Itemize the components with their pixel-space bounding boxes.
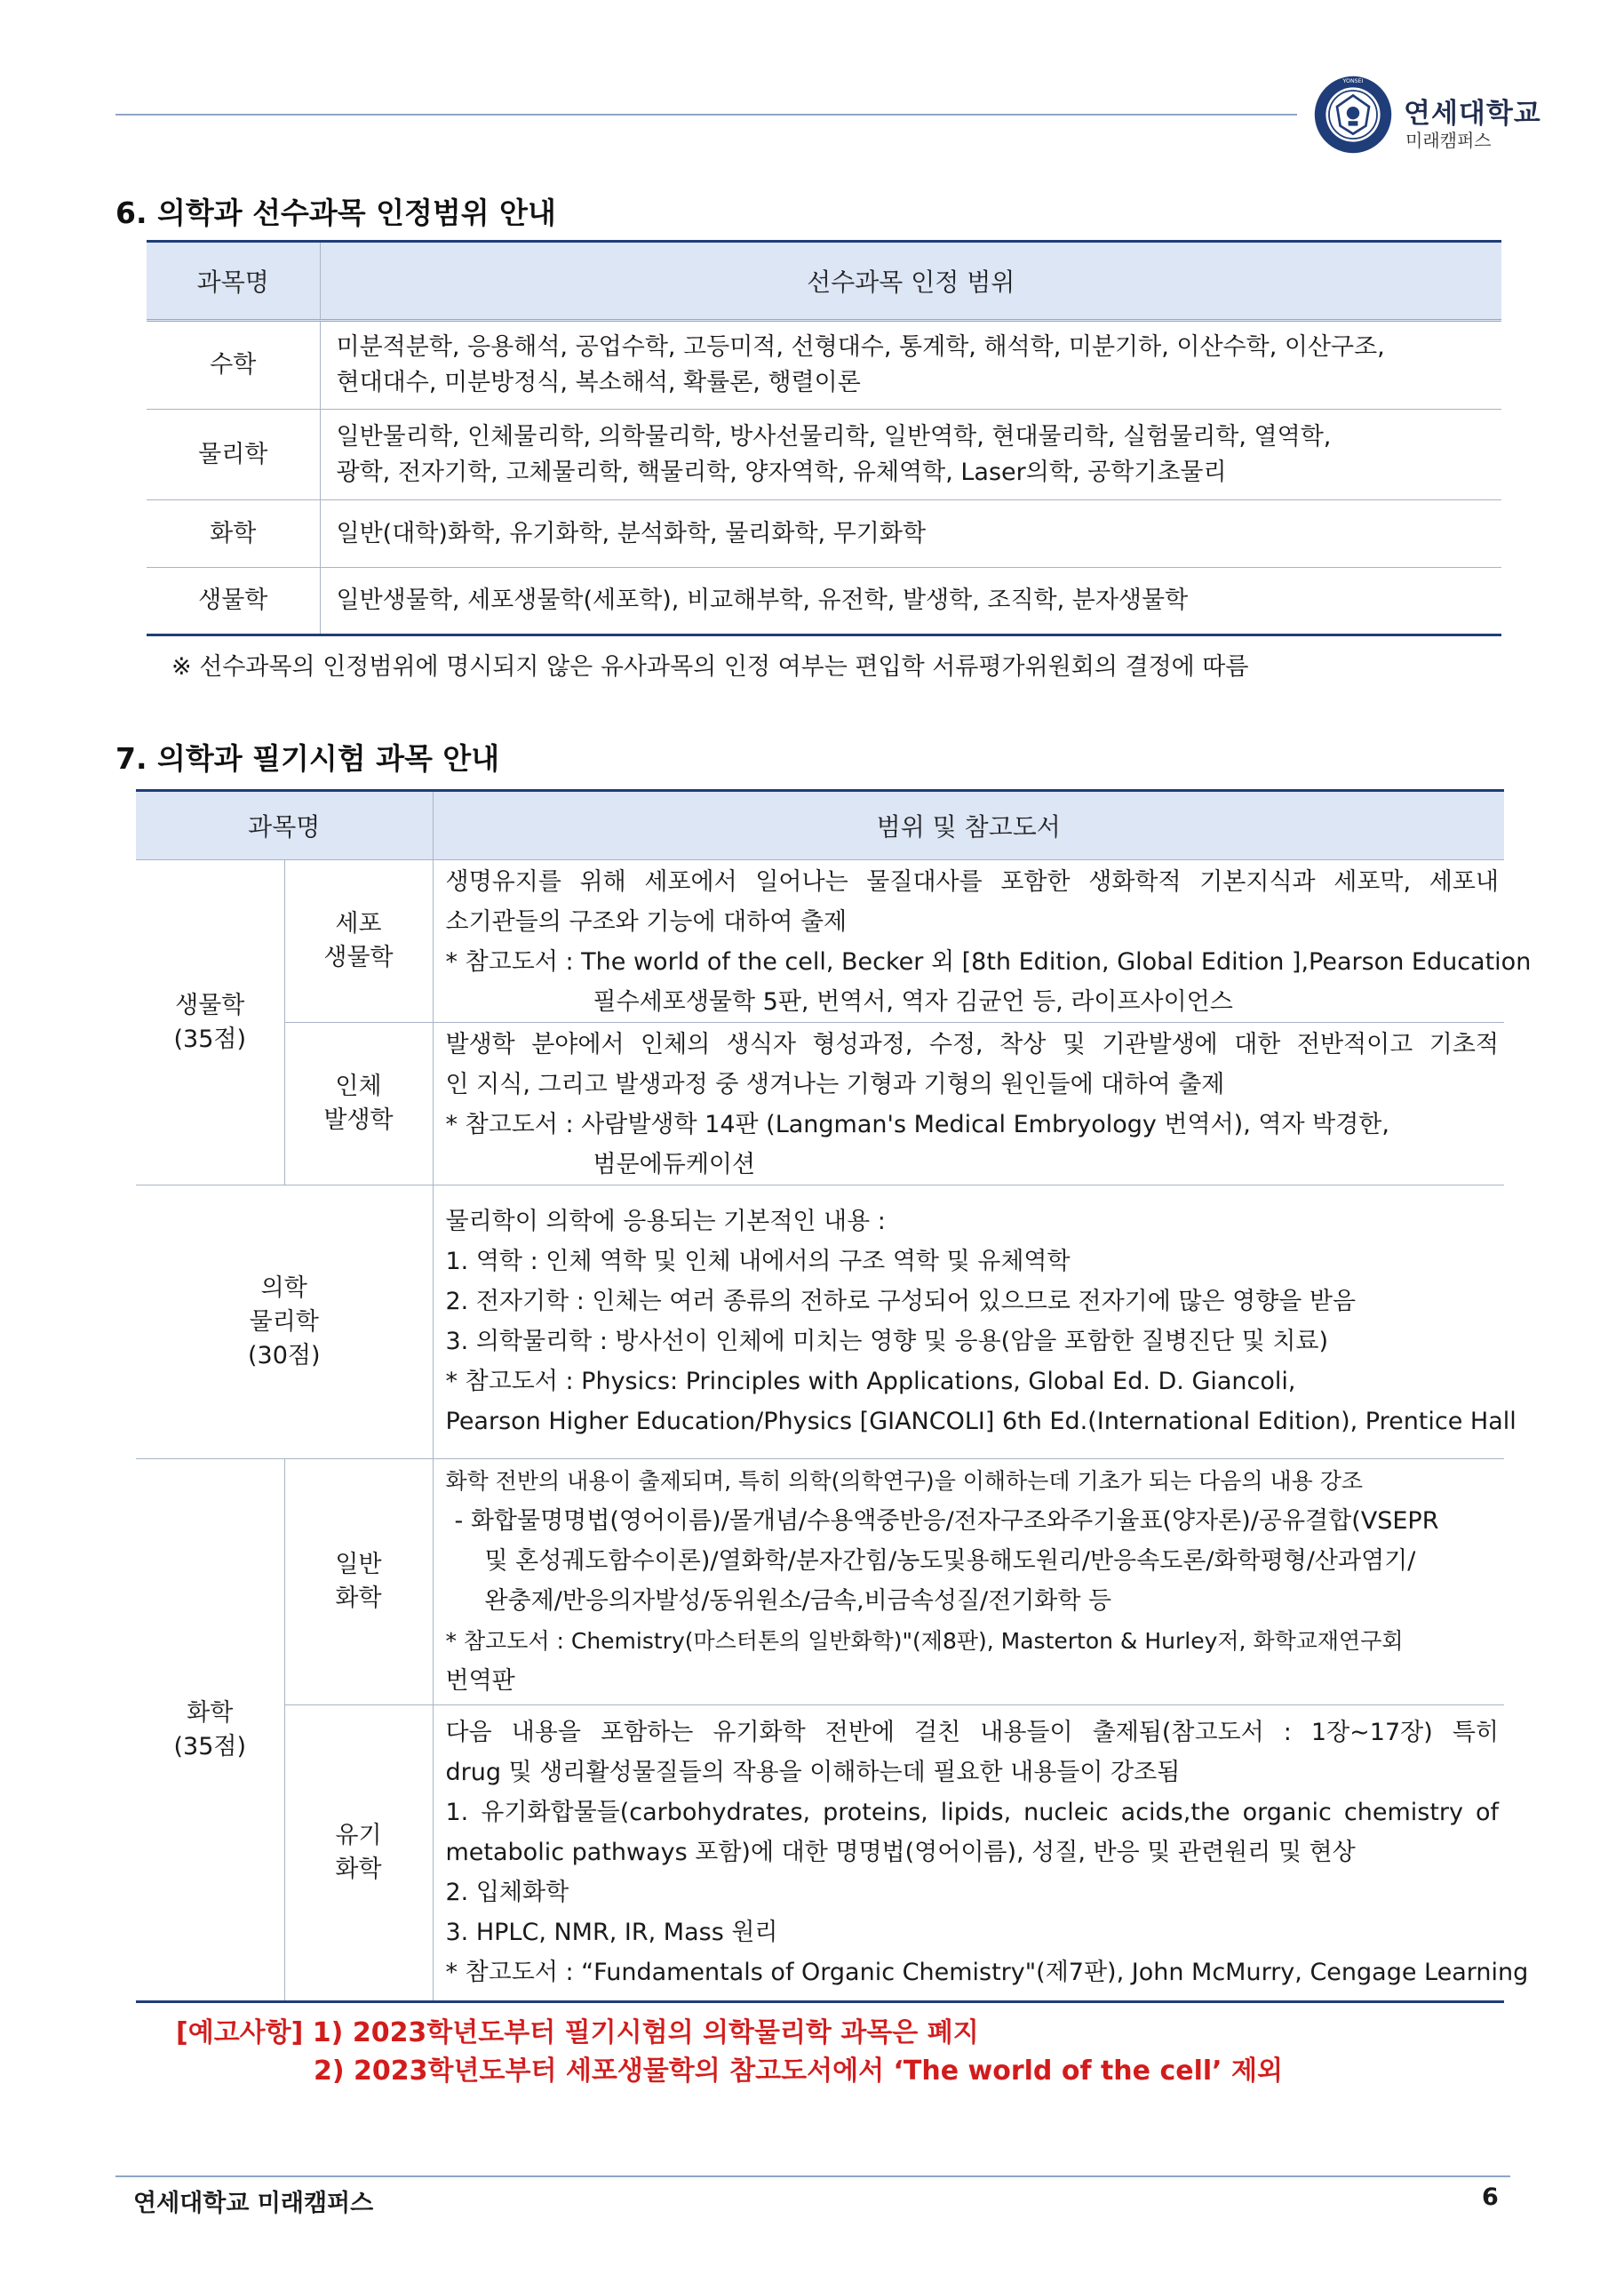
- col-header-subject: 과목명: [147, 242, 320, 321]
- scope-line: 번역판: [445, 1667, 515, 1695]
- subject-cell: 화학: [147, 500, 320, 568]
- subject-name-line: 발생학: [323, 1106, 394, 1134]
- scope-line: * 참고도서 : 사람발생학 14판 (Langman's Medical Embryology 번역서), 역자 박경한,: [445, 1111, 1389, 1138]
- col-header-range: 선수과목 인정 범위: [320, 242, 1501, 321]
- subject-name-line: 인체: [335, 1073, 382, 1100]
- scope-line: 1. 역학 : 인체 역학 및 인체 내에서의 구조 역학 및 유체역학: [445, 1248, 1071, 1275]
- svg-text:YONSEI: YONSEI: [1342, 78, 1364, 84]
- scope-line: 3. 의학물리학 : 방사선이 인체에 미치는 영향 및 응용(암을 포함한 질병진단 및 치료): [445, 1328, 1329, 1355]
- scope-line: 2. 입체화학: [445, 1879, 569, 1906]
- prerequisite-note: ※ 선수과목의 인정범위에 명시되지 않은 유사과목의 인정 여부는 편입학 서류평가위원회의 결정에 따름: [171, 653, 1249, 681]
- group-points: (35점): [173, 1025, 246, 1053]
- subject-name-line: 생물학: [323, 944, 394, 971]
- subject-cell: 생물학: [147, 568, 320, 635]
- subject-cell: 물리학: [147, 410, 320, 500]
- group-biology: [136, 860, 284, 1185]
- subject-name-line: 일반: [335, 1551, 382, 1578]
- table-row: [136, 1185, 1504, 1459]
- header-divider: [115, 114, 1297, 116]
- subject-cell-biology: [284, 860, 433, 1023]
- section-6-title: 6. 의학과 선수과목 인정범위 안내: [115, 196, 556, 230]
- scope-line: * 참고도서 : Chemistry(마스터톤의 일반화학)"(제8판), Masterton & Hurley저, 화학교재연구회: [445, 1628, 1404, 1654]
- group-name: 화학: [187, 1698, 234, 1727]
- subject-name-line: 화학: [335, 1856, 382, 1883]
- header-campus-name: 미래캠퍼스: [1405, 130, 1492, 151]
- group-name-line: 의학: [260, 1273, 307, 1302]
- col-header-scope: 범위 및 참고도서: [433, 791, 1504, 860]
- scope-line: 완충제/반응의자발성/동위원소/금속,비금속성질/전기화학 등: [484, 1587, 1112, 1615]
- subject-cell-embryology: [284, 1023, 433, 1185]
- scope-line: 2. 전자기학 : 인체는 여러 종류의 전하로 구성되어 있으므로 전자기에 많은 영향을 받음: [445, 1288, 1357, 1315]
- scope-cell: [433, 1459, 1504, 1705]
- group-name: 생물학: [175, 991, 245, 1019]
- scope-line: Pearson Higher Education/Physics [GIANCOLI] 6th Ed.(International Edition), Prentice Hall: [445, 1408, 1517, 1435]
- notice-line-1: [예고사항] 1) 2023학년도부터 필기시험의 의학물리학 과목은 폐지: [176, 2017, 979, 2048]
- footer-university: 연세대학교 미래캠퍼스: [133, 2190, 374, 2217]
- page-number: 6: [1482, 2183, 1499, 2211]
- table-row: [136, 860, 1504, 1023]
- scope-line: * 참고도서 : “Fundamentals of Organic Chemistry"(제7판), John McMurry, Cengage Learning: [445, 1959, 1529, 1986]
- range-line: 일반물리학, 인체물리학, 의학물리학, 방사선물리학, 일반역학, 현대물리학, 실험물리학, 열역학,: [336, 422, 1332, 451]
- range-line: 현대대수, 미분방정식, 복소해석, 확률론, 행렬이론: [336, 369, 861, 396]
- scope-line: metabolic pathways 포함)에 대한 명명법(영어이름), 성질, 반응 및 관련원리 및 현상: [445, 1839, 1356, 1866]
- subject-name-line: 세포: [335, 910, 382, 938]
- scope-line: 생명유지를 위해 세포에서 일어나는 물질대사를 포함한 생화학적 기본지식과 세포막, 세포내: [445, 868, 1499, 896]
- scope-cell: [433, 1023, 1504, 1185]
- scope-line: 3. HPLC, NMR, IR, Mass 원리: [445, 1919, 778, 1946]
- group-chemistry: [136, 1459, 284, 2002]
- group-name-line: 물리학: [249, 1307, 319, 1336]
- subject-cell-general-chemistry: [284, 1459, 433, 1705]
- scope-line: 필수세포생물학 5판, 번역서, 역자 김균언 등, 라이프사이언스: [593, 988, 1233, 1016]
- group-medical-physics: [136, 1185, 433, 1459]
- scope-line: 발생학 분야에서 인체의 생식자 형성과정, 수정, 착상 및 기관발생에 대한 전반적이고 기초적: [445, 1031, 1499, 1058]
- table-header-row: [136, 791, 1504, 860]
- group-points: (30점): [247, 1341, 321, 1369]
- scope-line: 물리학이 의학에 응용되는 기본적인 내용 :: [445, 1208, 886, 1235]
- subject-cell-organic-chemistry: [284, 1705, 433, 2002]
- range-cell: [320, 568, 1501, 635]
- notice-line-2: 2) 2023학년도부터 세포생물학의 참고도서에서 ‘The world of the cell’ 제외: [314, 2055, 1283, 2087]
- scope-line: * 참고도서 : Physics: Principles with Applications, Global Ed. D. Giancoli,: [445, 1368, 1296, 1395]
- section-7-title: 7. 의학과 필기시험 과목 안내: [115, 741, 500, 776]
- range-cell: [320, 410, 1501, 500]
- scope-cell: [433, 1705, 1529, 2002]
- range-cell: [320, 321, 1501, 410]
- range-line: 미분적분학, 응용해석, 공업수학, 고등미적, 선형대수, 통계학, 해석학, 미분기하, 이산수학, 이산구조,: [336, 333, 1385, 361]
- table-header-row: [147, 242, 1501, 321]
- scope-line: 소기관들의 구조와 기능에 대하여 출제: [445, 908, 848, 936]
- university-logo: [1313, 75, 1393, 155]
- scope-line: - 화합물명명법(영어이름)/몰개념/수용액중반응/전자구조와주기율표(양자론)/공유결합(VSEPR: [454, 1507, 1439, 1535]
- table-row: [147, 500, 1501, 568]
- table-row: [147, 410, 1501, 500]
- scope-line: 및 혼성궤도함수이론)/열화학/분자간힘/농도및용해도원리/반응속도론/화학평형/산과염기/: [484, 1547, 1416, 1575]
- subject-name-line: 유기: [335, 1822, 382, 1849]
- group-points: (35점): [173, 1732, 246, 1760]
- table-row: [136, 1459, 1504, 1705]
- header-university-name: 연세대학교: [1404, 98, 1541, 130]
- scope-cell: [433, 860, 1532, 1023]
- range-line: 광학, 전자기학, 고체물리학, 핵물리학, 양자역학, 유체역학, Laser의학, 공학기초물리: [336, 458, 1227, 486]
- range-line: 일반(대학)화학, 유기화학, 분석화학, 물리화학, 무기화학: [336, 519, 927, 547]
- scope-line: drug 및 생리활성물질들의 작용을 이해하는데 필요한 내용들이 강조됨: [445, 1759, 1181, 1786]
- scope-line: 범문에듀케이션: [593, 1151, 756, 1178]
- table-row: [136, 1023, 1504, 1185]
- scope-line: 인 지식, 그리고 발생과정 중 생겨나는 기형과 기형의 원인들에 대하여 출제: [445, 1071, 1225, 1098]
- scope-line: * 참고도서 : The world of the cell, Becker 외 [8th Edition, Global Edition ],Pearson Education: [445, 948, 1532, 976]
- prerequisite-table: [147, 240, 1501, 636]
- subject-name-line: 화학: [335, 1585, 382, 1612]
- table-row: [147, 321, 1501, 410]
- range-line: 일반생물학, 세포생물학(세포학), 비교해부학, 유전학, 발생학, 조직학, 분자생물학: [336, 587, 1189, 614]
- col-header-subject: 과목명: [136, 791, 433, 860]
- scope-line: 다음 내용을 포함하는 유기화학 전반에 걸친 내용들이 출제됨(참고도서 : 1장~17장) 특히: [445, 1719, 1499, 1746]
- subject-cell: 수학: [147, 321, 320, 410]
- scope-line: 1. 유기화합물들(carbohydrates, proteins, lipids, nucleic acids,the organic chemistry of: [445, 1799, 1499, 1826]
- table-row: [136, 1705, 1504, 2002]
- range-cell: [320, 500, 1501, 568]
- table-row: [147, 568, 1501, 635]
- footer-divider: [115, 2175, 1510, 2177]
- exam-subject-table: [136, 789, 1532, 2003]
- scope-cell: [433, 1185, 1517, 1459]
- scope-line: 화학 전반의 내용이 출제되며, 특히 의학(의학연구)을 이해하는데 기초가 되는 다음의 내용 강조: [445, 1468, 1364, 1494]
